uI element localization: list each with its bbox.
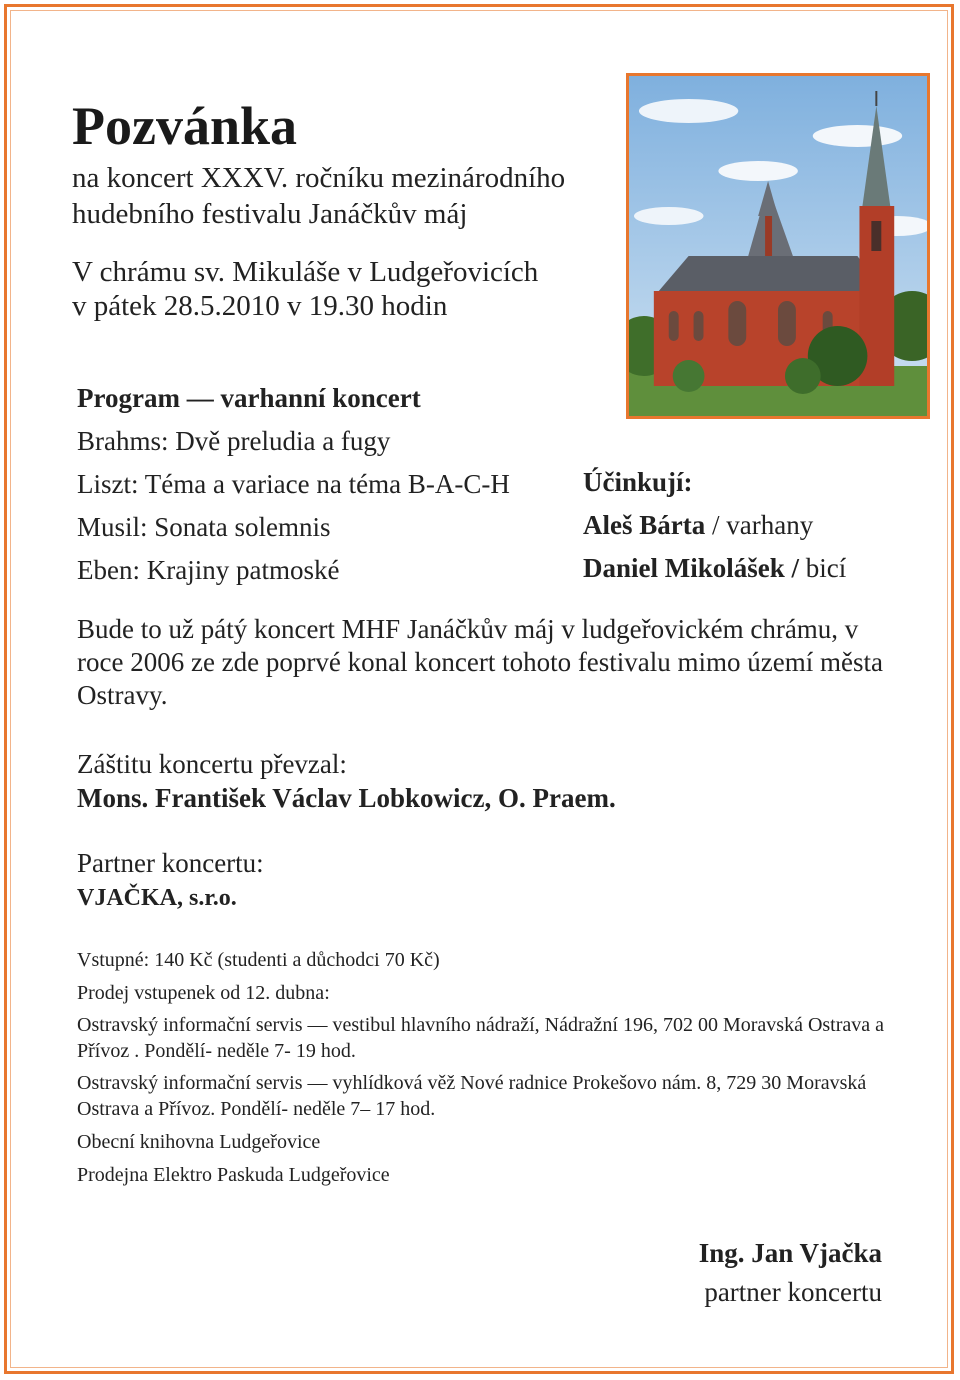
program-item: Brahms: Dvě preludia a fugy	[77, 426, 391, 456]
signature-name: Ing. Jan Vjačka	[698, 1238, 882, 1268]
page-title: Pozvánka	[72, 96, 298, 156]
program-heading: Program — varhanní koncert	[77, 383, 421, 413]
partner-name: VJAČKA, s.r.o.	[77, 885, 237, 911]
program-item: Musil: Sonata solemnis	[77, 512, 331, 542]
performer-name: Daniel Mikolášek /	[583, 553, 806, 583]
date-line: v pátek 28.5.2010 v 19.30 hodin	[72, 290, 448, 322]
ticket-location: Ostravský informační servis — vyhlídková věž Nové radnice Prokešovo nám. 8, 729 30 Moravská Ostrava a Přívoz. Pondělí- neděle 7– 17 hod.	[77, 1072, 867, 1120]
performer-role: bicí	[805, 553, 847, 583]
church-photo	[626, 73, 930, 419]
ticket-sale-date: Prodej vstupenek od 12. dubna:	[77, 982, 330, 1004]
performer-line	[583, 508, 813, 542]
venue-line: V chrámu sv. Mikuláše v Ludgeřovicích	[72, 256, 539, 288]
ticket-location: Ostravský informační servis — vestibul hlavního nádraží, Nádražní 196, 702 00 Moravská Ostrava a Přívoz . Pondělí- neděle 7- 19 hod.	[77, 1014, 885, 1062]
program-item: Liszt: Téma a variace na téma B-A-C-H	[77, 469, 510, 499]
intro-paragraph: Bude to už pátý koncert MHF Janáčkův máj v ludgeřovickém chrámu, v roce 2006 ze zde poprvé konal koncert tohoto festivalu mimo území města Ostravy.	[77, 614, 883, 710]
ticket-location: Prodejna Elektro Paskuda Ludgeřovice	[77, 1164, 390, 1186]
subtitle-line-2: hudebního festivalu Janáčkův máj	[72, 198, 468, 230]
performer-line	[583, 551, 846, 585]
signature-role: partner koncertu	[704, 1277, 882, 1307]
ticket-location: Obecní knihovna Ludgeřovice	[77, 1131, 321, 1153]
partner-label: Partner koncertu:	[77, 848, 264, 878]
program-item: Eben: Krajiny patmoské	[77, 555, 340, 585]
performers-heading: Účinkují:	[583, 467, 693, 497]
performer-name: Aleš Bárta	[583, 510, 706, 540]
patronage-label: Záštitu koncertu převzal:	[77, 749, 347, 779]
performer-role: / varhany	[705, 510, 814, 540]
patronage-name: Mons. František Václav Lobkowicz, O. Praem.	[77, 783, 616, 813]
ticket-price: Vstupné: 140 Kč (studenti a důchodci 70 Kč)	[77, 949, 440, 971]
subtitle-line-1: na koncert XXXV. ročníku mezinárodního	[72, 162, 566, 194]
